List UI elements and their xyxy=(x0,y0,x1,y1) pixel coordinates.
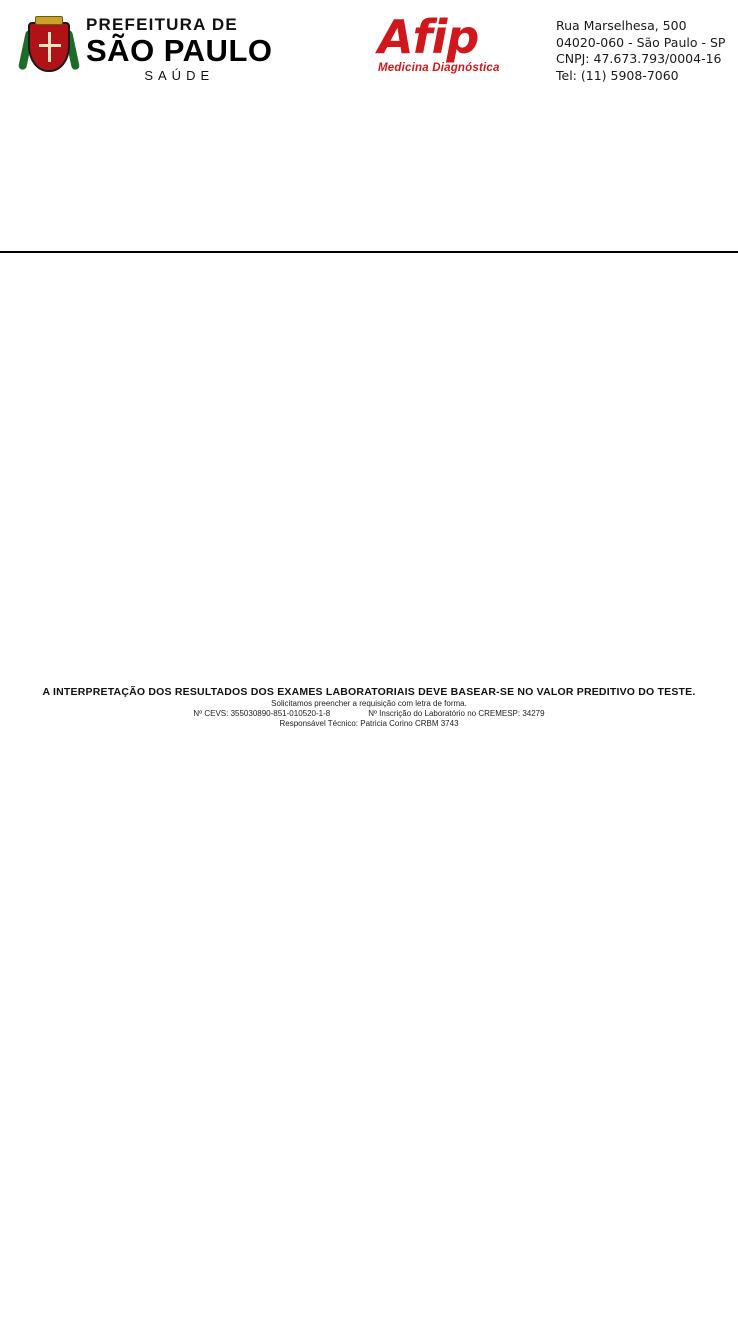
footer-registration-line xyxy=(0,709,738,718)
prefeitura-line2: SÃO PAULO xyxy=(86,33,273,68)
document-header xyxy=(0,0,738,110)
prefeitura-line3: SAÚDE xyxy=(144,68,215,83)
afip-wordmark: Afip xyxy=(378,10,479,64)
prefeitura-line1: PREFEITURA DE xyxy=(86,15,238,34)
afip-logo xyxy=(378,10,538,74)
address-city: 04020-060 - São Paulo - SP xyxy=(556,34,726,50)
prefeitura-logo xyxy=(22,16,273,82)
footer-cevs: Nº CEVS: 355030890-851-010520-1-8 xyxy=(193,709,331,718)
coat-of-arms-icon xyxy=(22,16,76,82)
lab-address-block xyxy=(556,18,725,84)
footer-technical-manager: Responsável Técnico: Patricia Corino CRBM 3743 xyxy=(279,719,459,728)
crown-icon xyxy=(35,16,63,25)
footer-cremesp: Nº Inscrição do Laboratório no CREMESP: 34279 xyxy=(368,709,545,718)
address-street: Rua Marselhesa, 500 xyxy=(556,18,687,33)
footer-interpretation-notice: A INTERPRETAÇÃO DOS RESULTADOS DOS EXAMES LABORATORIAIS DEVE BASEAR-SE NO VALOR PREDITIVO DO TESTE. xyxy=(42,686,696,698)
afip-tagline: Medicina Diagnóstica xyxy=(378,62,500,74)
footer-request-note: Solicitamos preencher a requisição com letra de forma. xyxy=(271,699,467,708)
document-footer xyxy=(0,686,738,728)
address-phone: Tel: (11) 5908-7060 xyxy=(556,67,679,83)
document-body xyxy=(0,253,738,683)
shield-icon xyxy=(28,22,70,72)
prefeitura-wordmark xyxy=(86,16,273,82)
address-cnpj: CNPJ: 47.673.793/0004-16 xyxy=(556,51,722,66)
